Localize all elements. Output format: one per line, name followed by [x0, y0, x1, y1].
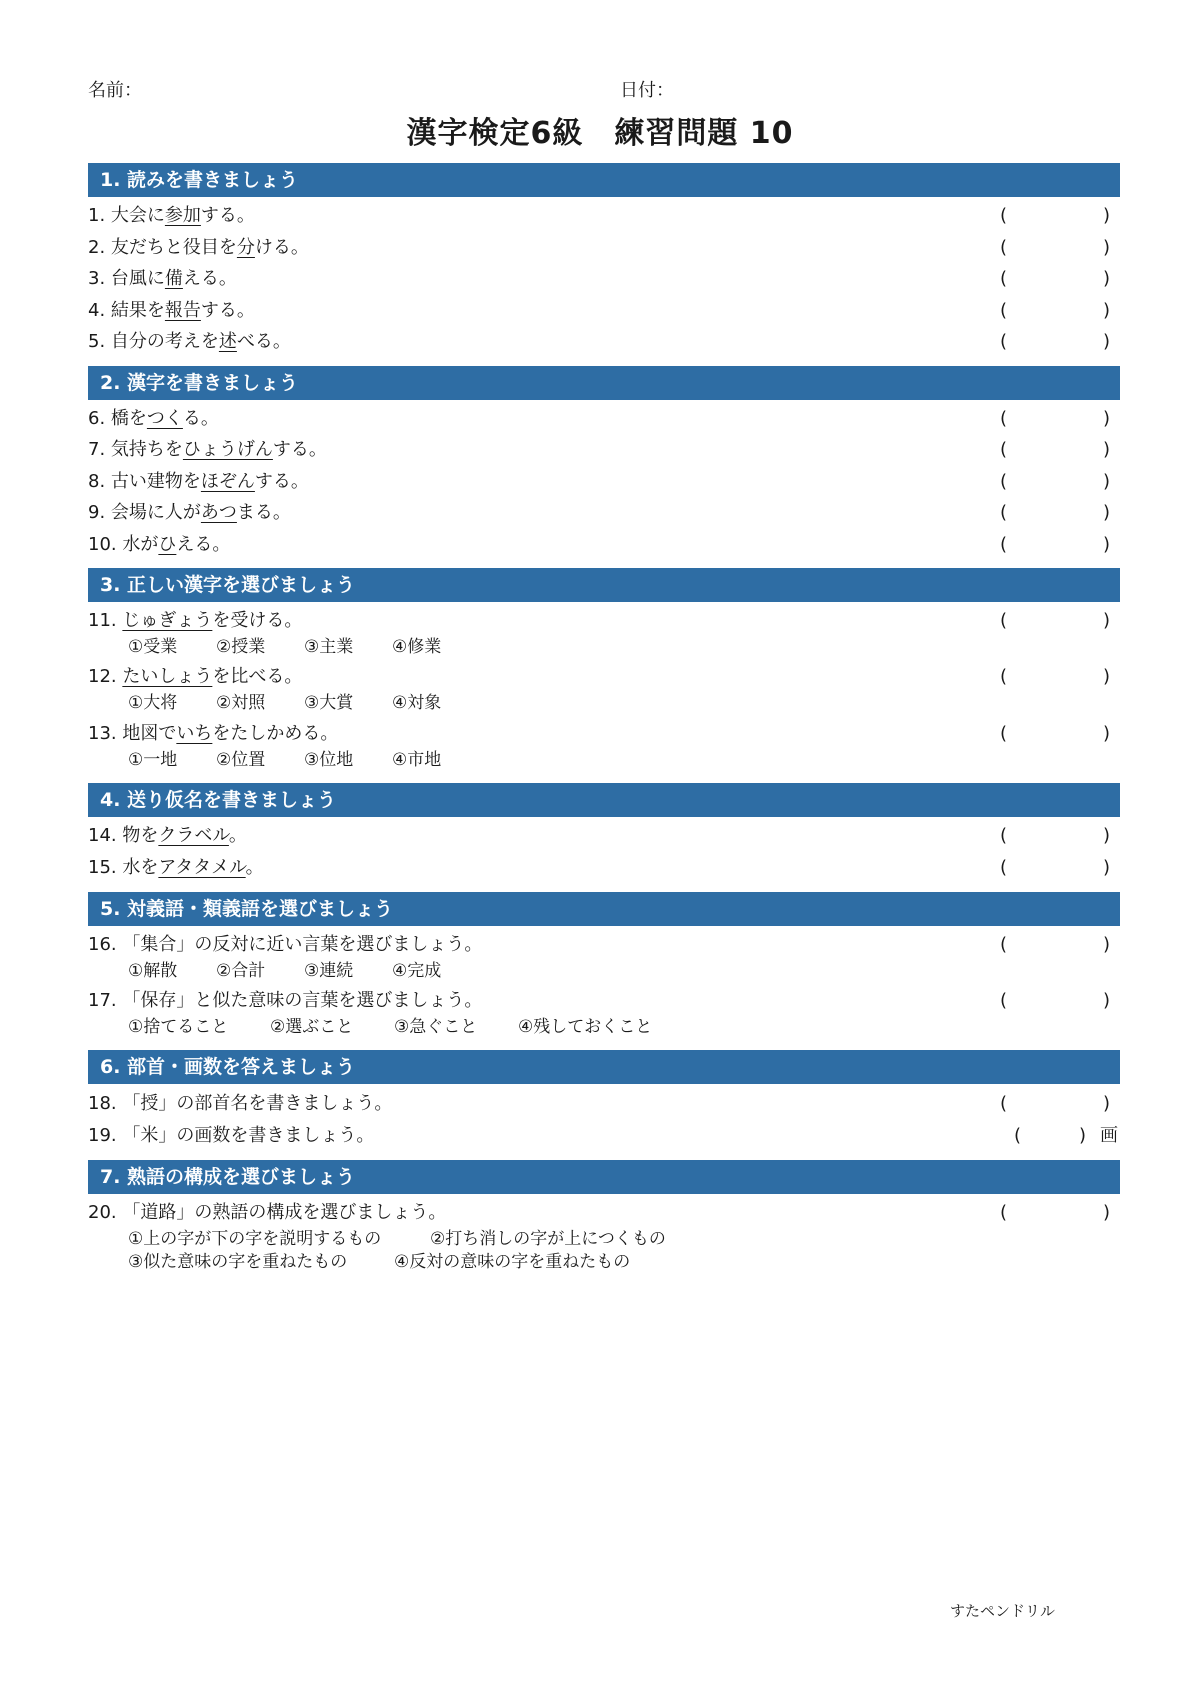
choice[interactable]: ②位置 [216, 750, 266, 770]
choice[interactable]: ②合計 [216, 961, 266, 981]
choice[interactable]: ④修業 [392, 637, 442, 657]
question-16: 16. 「集合」の反対に近い言葉を選びましょう。 [88, 934, 483, 955]
choices-13 [128, 749, 441, 771]
question-4: 4. 結果を報告する。 [88, 300, 255, 321]
choice[interactable]: ①上の字が下の字を説明するもの [128, 1229, 382, 1249]
page-title: 漢字検定6級 練習問題 10 [406, 116, 794, 151]
question-1: 1. 大会に参加する。 [88, 205, 255, 226]
section-heading-6: 6. 部首・画数を答えましょう [88, 1050, 1120, 1084]
choice[interactable]: ①解散 [128, 961, 178, 981]
question-18: 18. 「授」の部首名を書きましょう。 [88, 1093, 393, 1114]
question-9: 9. 会場に人があつまる。 [88, 502, 291, 523]
choice[interactable]: ③急ぐこと [394, 1017, 478, 1037]
question-20: 20. 「道路」の熟語の構成を選びましょう。 [88, 1202, 447, 1223]
choice[interactable]: ②授業 [216, 637, 266, 657]
choice[interactable]: ①大将 [128, 693, 178, 713]
choice[interactable]: ②打ち消しの字が上につくもの [430, 1229, 666, 1249]
section-heading-5: 5. 対義語・類義語を選びましょう [88, 892, 1120, 926]
question-2: 2. 友だちと役目を分ける。 [88, 237, 309, 258]
question-15: 15. 水をアタタメル。 [88, 857, 264, 878]
choices-17 [128, 1016, 652, 1038]
choice[interactable]: ④反対の意味の字を重ねたもの [394, 1252, 631, 1272]
question-8: 8. 古い建物をほぞんする。 [88, 471, 309, 492]
choice[interactable]: ①受業 [128, 637, 178, 657]
section-heading-1: 1. 読みを書きましょう [88, 163, 1120, 197]
choice[interactable]: ③連続 [304, 961, 354, 981]
section-heading-2: 2. 漢字を書きましょう [88, 366, 1120, 400]
question-6: 6. 橋をつくる。 [88, 408, 219, 429]
section-heading-7: 7. 熟語の構成を選びましょう [88, 1160, 1120, 1194]
choice[interactable]: ②選ぶこと [270, 1017, 354, 1037]
question-12: 12. たいしょうを比べる。 [88, 666, 303, 687]
choice[interactable]: ③位地 [304, 750, 354, 770]
question-3: 3. 台風に備える。 [88, 268, 237, 289]
choices-12 [128, 692, 441, 714]
choice[interactable]: ④完成 [392, 961, 442, 981]
section-heading-3: 3. 正しい漢字を選びましょう [88, 568, 1120, 602]
question-10: 10. 水がひえる。 [88, 534, 231, 555]
choices-11 [128, 636, 441, 658]
date-label: 日付： [620, 80, 674, 101]
choice[interactable]: ③主業 [304, 637, 354, 657]
question-11: 11. じゅぎょうを受ける。 [88, 610, 303, 631]
choice[interactable]: ④対象 [392, 693, 442, 713]
choice[interactable]: ③似た意味の字を重ねたもの [128, 1252, 348, 1272]
question-14: 14. 物をクラベル。 [88, 825, 247, 846]
section-heading-4: 4. 送り仮名を書きましょう [88, 783, 1120, 817]
choice[interactable]: ④市地 [392, 750, 442, 770]
name-label: 名前： [88, 80, 142, 101]
choices-20-line2 [128, 1251, 630, 1273]
question-5: 5. 自分の考えを述べる。 [88, 331, 291, 352]
choice[interactable]: ①捨てること [128, 1017, 229, 1037]
choice[interactable]: ②対照 [216, 693, 266, 713]
question-7: 7. 気持ちをひょうげんする。 [88, 439, 327, 460]
choice[interactable]: ③大賞 [304, 693, 354, 713]
choice[interactable]: ④残しておくこと [518, 1017, 653, 1037]
question-17: 17. 「保存」と似た意味の言葉を選びましょう。 [88, 990, 483, 1011]
question-13: 13. 地図でいちをたしかめる。 [88, 723, 339, 744]
footer-brand: すたペンドリル [950, 1602, 1056, 1620]
question-19: 19. 「米」の画数を書きましょう。 [88, 1125, 375, 1146]
choices-20-line1 [128, 1228, 666, 1250]
choices-16 [128, 960, 441, 982]
stroke-unit: 画 [1100, 1125, 1118, 1146]
choice[interactable]: ①一地 [128, 750, 178, 770]
